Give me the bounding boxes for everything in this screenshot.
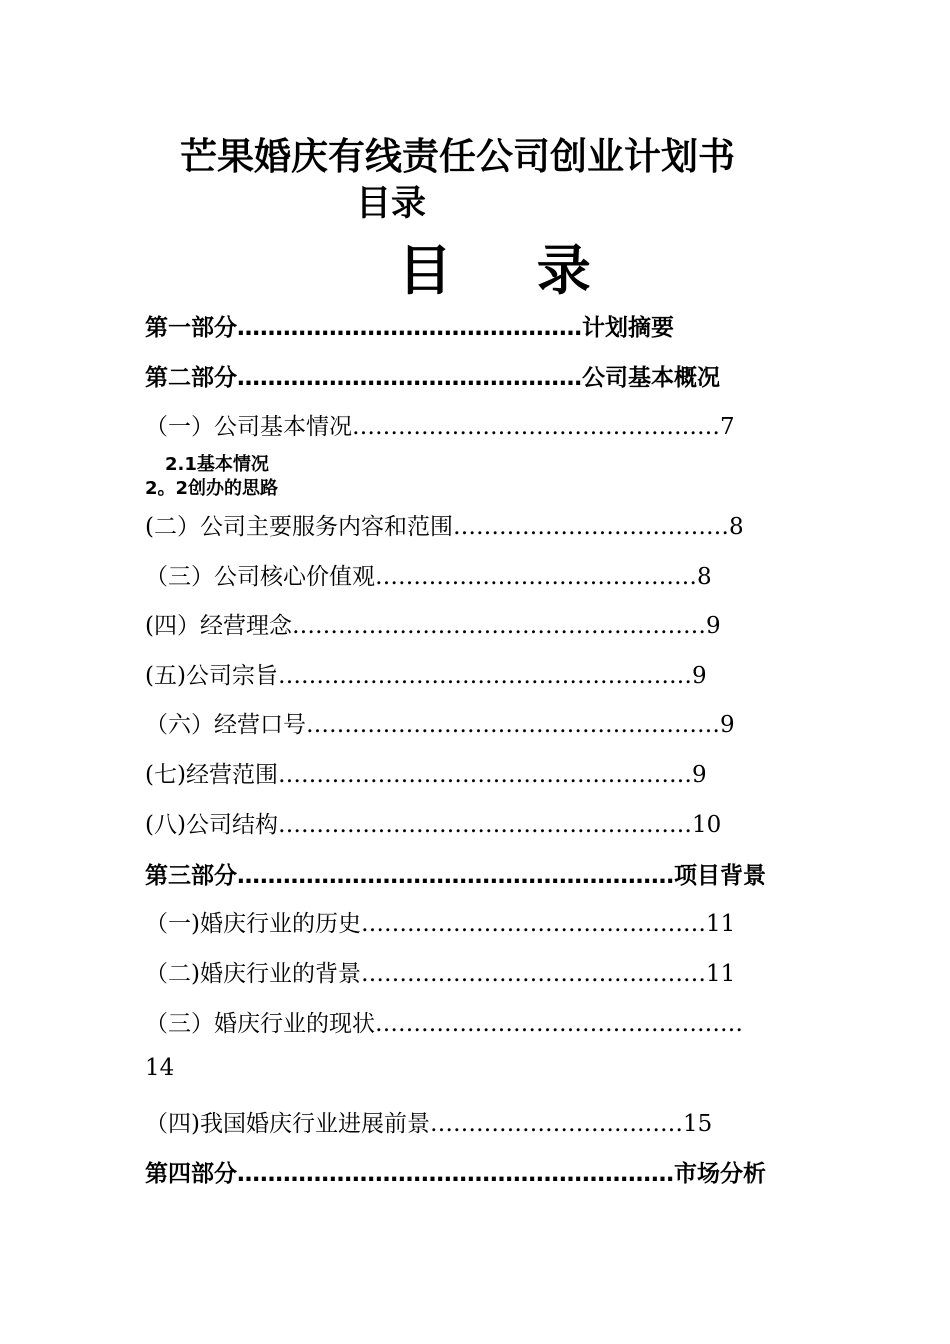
- toc-page-number: 14: [145, 1055, 175, 1081]
- toc-subitem: 2.1基本情况: [165, 454, 269, 475]
- toc-item: （一）公司基本情况…………………………………………7: [145, 414, 735, 440]
- toc-item: （二)婚庆行业的背景………………………………………11: [145, 961, 736, 987]
- document-title: 芒果婚庆有线责任公司创业计划书: [180, 135, 735, 178]
- toc-item: （一)婚庆行业的历史………………………………………11: [145, 911, 736, 937]
- toc-item: (二）公司主要服务内容和范围………………………………8: [145, 514, 744, 540]
- toc-part-4: 第四部分…………………………………………………市场分析: [145, 1161, 766, 1187]
- toc-subitem: 2。2创办的思路: [145, 478, 279, 499]
- toc-item: (七)经营范围………………………………………………9: [145, 762, 707, 788]
- toc-heading: 目 录: [398, 238, 595, 302]
- toc-item: （六）经营口号………………………………………………9: [145, 712, 735, 738]
- toc-part-2: 第二部分………………………………………公司基本概况: [145, 365, 720, 391]
- toc-item: （三）婚庆行业的现状…………………………………………: [145, 1011, 743, 1037]
- toc-item: (五)公司宗旨………………………………………………9: [145, 663, 707, 689]
- toc-item: （四)我国婚庆行业进展前景……………………………15: [145, 1111, 713, 1137]
- toc-item: (八)公司结构………………………………………………10: [145, 812, 722, 838]
- toc-item: (四）经营理念………………………………………………9: [145, 613, 721, 639]
- toc-item: （三）公司核心价值观……………………………………8: [145, 564, 712, 590]
- document-subtitle: 目录: [356, 184, 427, 224]
- toc-part-1: 第一部分………………………………………计划摘要: [145, 315, 674, 341]
- toc-part-3: 第三部分…………………………………………………项目背景: [145, 863, 766, 889]
